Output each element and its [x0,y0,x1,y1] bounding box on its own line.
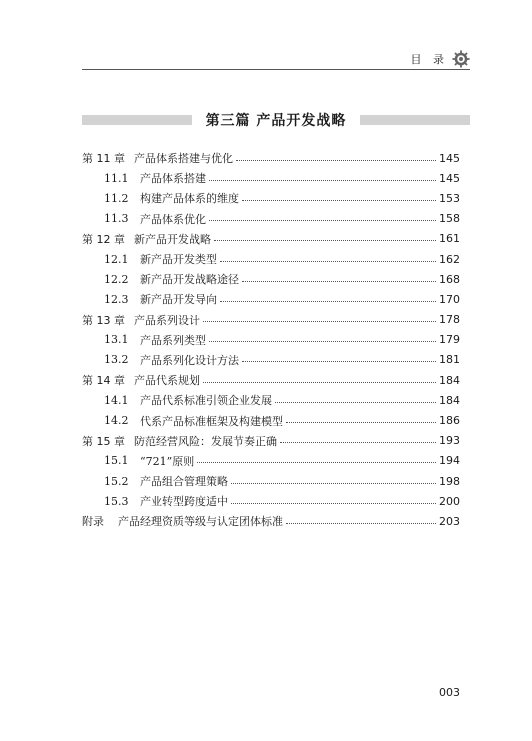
section-number: 15.2 [104,474,129,488]
toc-section-12-2[interactable] [82,269,460,289]
section-number: 15.3 [104,494,129,508]
page-number: 194 [439,454,460,468]
chapter-title: 防范经营风险：发展节奏正确 [134,434,277,448]
dot-leader [231,503,436,504]
section-title: 新产品开发战略途径 [140,273,239,287]
toc-chapter-12[interactable] [82,229,460,249]
part-heading [82,110,470,130]
toc-appendix[interactable] [82,511,460,531]
dot-leader [280,442,436,443]
page-number: 145 [439,171,460,185]
footer-page-number: 003 [439,686,460,699]
dot-leader [214,240,436,241]
page-number: 153 [439,191,460,205]
section-title: 新产品开发类型 [140,253,217,267]
page-number: 161 [439,232,460,246]
chapter-number: 第 11 章 [82,152,125,166]
toc-section-13-1[interactable] [82,330,460,350]
toc-section-14-1[interactable] [82,390,460,410]
chapter-title: 产品系列设计 [134,313,200,327]
toc-chapter-15[interactable] [82,431,460,451]
section-title: 产品代系标准引领企业发展 [140,394,272,408]
toc-section-12-3[interactable] [82,289,460,309]
section-title: 产品体系搭建 [140,172,206,186]
section-title: 构建产品体系的维度 [140,192,239,206]
page-number: 170 [439,292,460,306]
toc-section-13-2[interactable] [82,350,460,370]
section-number: 12.3 [104,292,129,306]
dot-leader [203,382,436,383]
section-title: 产品系列类型 [140,333,206,347]
section-title: 产品组合管理策略 [140,475,228,489]
page-number: 193 [439,434,460,448]
part-bar-left [82,115,192,125]
page-number: 145 [439,151,460,165]
page-number: 178 [439,313,460,327]
section-title: 代系产品标准框架及构建模型 [140,414,283,428]
section-number: 12.2 [104,272,129,286]
header-title: 目 录 [410,53,448,66]
section-number: 13.1 [104,333,129,347]
chapter-title: 产品代系规划 [134,374,200,388]
part-title: 第三篇 产品开发战略 [205,113,347,129]
section-title: “721”原则 [140,454,195,468]
chapter-title: 产品体系搭建与优化 [134,152,233,166]
section-title: 新产品开发导向 [140,293,217,307]
header-rule [82,69,470,70]
toc-section-15-1[interactable] [82,451,460,471]
dot-leader [286,523,436,524]
dot-leader [209,180,436,181]
page-number: 186 [439,414,460,428]
section-number: 12.1 [104,252,129,266]
section-number: 14.2 [104,414,129,428]
dot-leader [242,200,436,201]
section-title: 产品系列化设计方法 [140,353,239,367]
appendix-label: 附录 [82,515,104,529]
chapter-title: 新产品开发战略 [134,232,211,246]
dot-leader [242,361,436,362]
toc-section-12-1[interactable] [82,249,460,269]
toc-section-11-1[interactable] [82,168,460,188]
chapter-number: 第 13 章 [82,313,125,327]
dot-leader [231,483,436,484]
table-of-contents [82,148,460,532]
section-title: 产业转型跨度适中 [140,495,228,509]
dot-leader [220,301,436,302]
page-number: 184 [439,393,460,407]
dot-leader [209,220,436,221]
page-number: 200 [439,494,460,508]
dot-leader [209,341,436,342]
page-number: 198 [439,474,460,488]
chapter-number: 第 12 章 [82,232,125,246]
section-title: 产品体系优化 [140,212,206,226]
part-bar-right [360,115,470,125]
chapter-number: 第 14 章 [82,374,125,388]
page-number: 162 [439,252,460,266]
toc-chapter-11[interactable] [82,148,460,168]
toc-section-15-3[interactable] [82,491,460,511]
appendix-title: 产品经理资质等级与认定团体标准 [118,515,283,529]
section-number: 11.3 [104,212,129,226]
dot-leader [220,261,436,262]
toc-section-15-2[interactable] [82,471,460,491]
toc-section-11-3[interactable] [82,209,460,229]
dot-leader [236,160,436,161]
dot-leader [242,281,436,282]
section-number: 13.2 [104,353,129,367]
toc-section-14-2[interactable] [82,410,460,430]
page-number: 184 [439,373,460,387]
page-number: 179 [439,333,460,347]
chapter-number: 第 15 章 [82,434,125,448]
section-number: 15.1 [104,454,129,468]
toc-chapter-13[interactable] [82,310,460,330]
gear-icon [452,50,470,68]
page-number: 181 [439,353,460,367]
page-number: 168 [439,272,460,286]
toc-section-11-2[interactable] [82,188,460,208]
page-number: 203 [439,514,460,528]
dot-leader [286,422,436,423]
section-number: 11.2 [104,191,129,205]
toc-chapter-14[interactable] [82,370,460,390]
dot-leader [203,321,436,322]
dot-leader [197,462,436,463]
dot-leader [275,402,436,403]
page-number: 158 [439,212,460,226]
section-number: 14.1 [104,393,129,407]
section-number: 11.1 [104,171,129,185]
running-header [411,50,471,68]
